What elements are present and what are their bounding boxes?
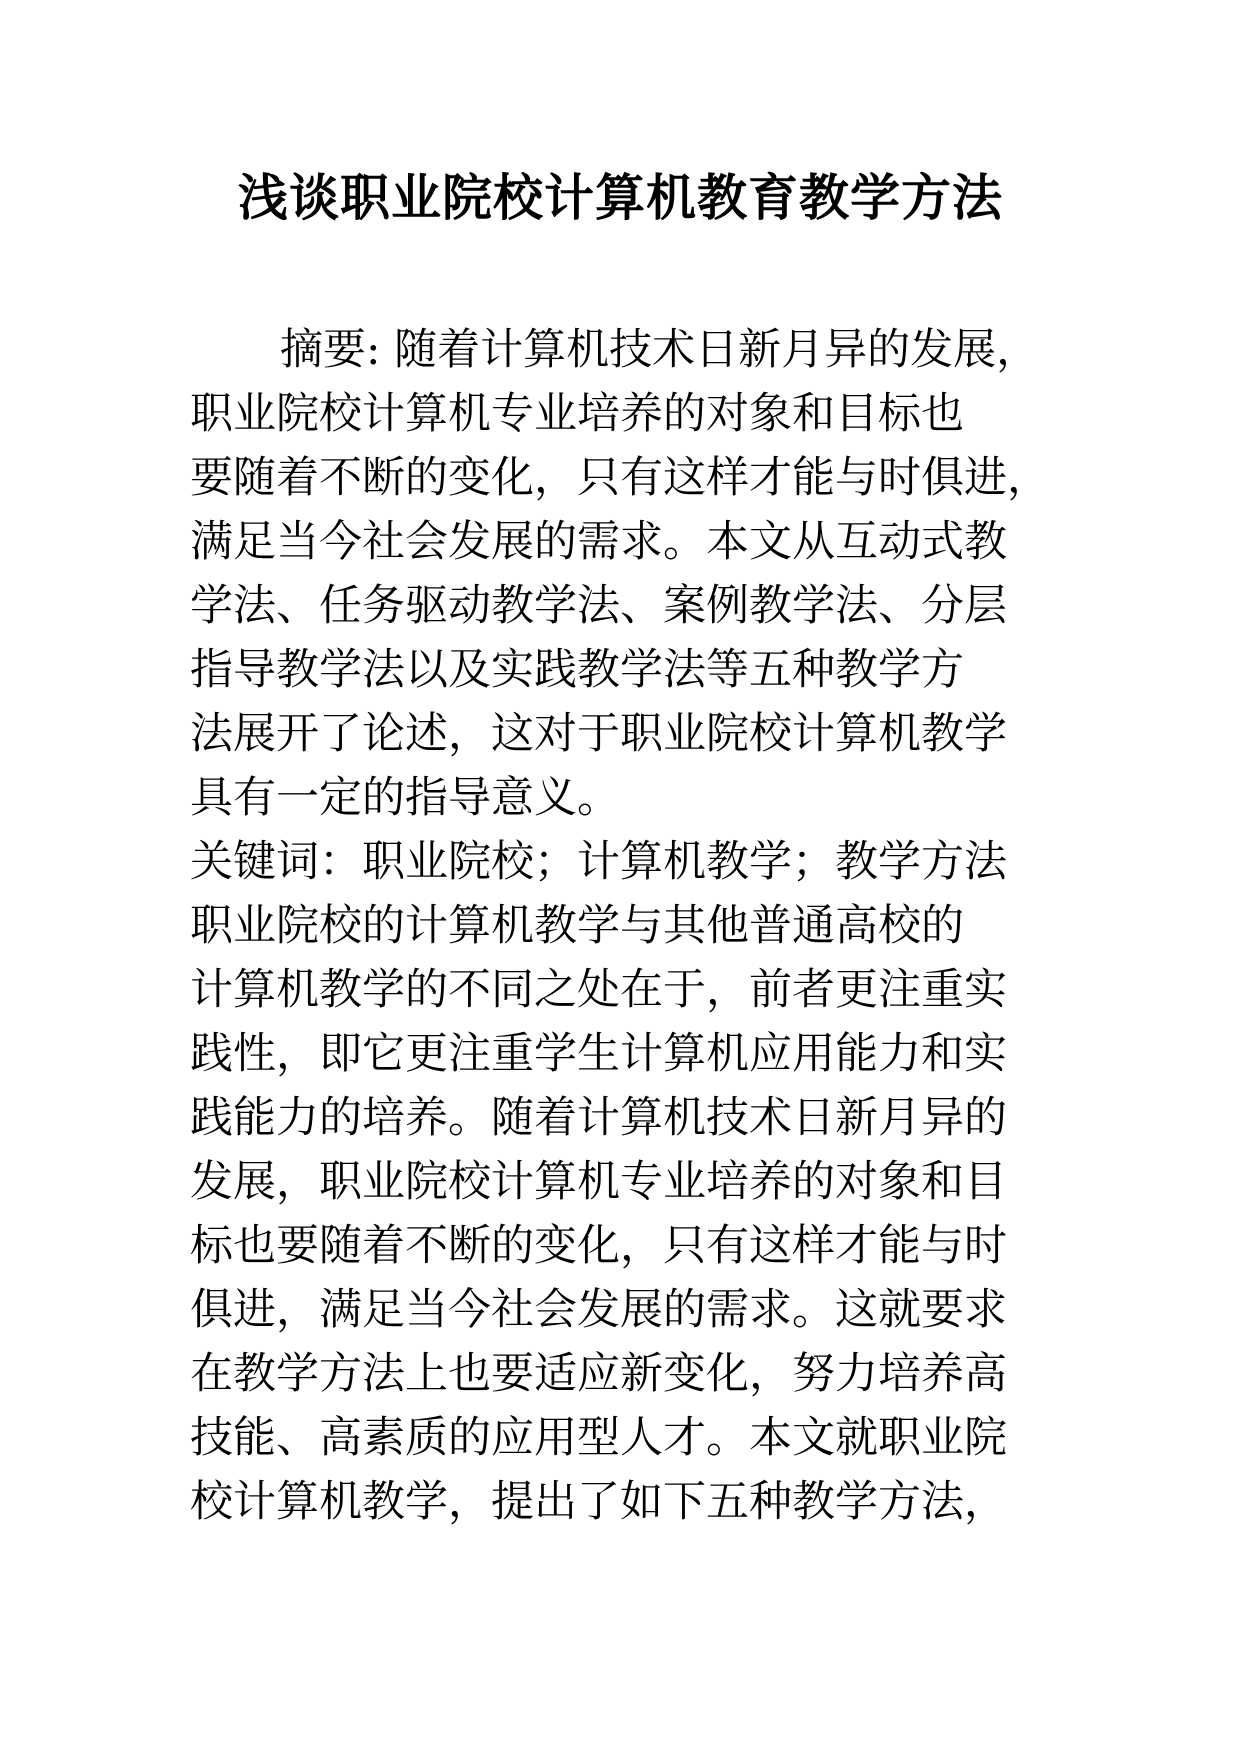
body-line: 践能力的培养。随着计算机技术日新月异的 xyxy=(190,1093,1007,1143)
abstract-line: 满足当今社会发展的需求。本文从互动式教 xyxy=(190,517,1007,567)
abstract-line: 要随着不断的变化，只有这样才能与时俱进， xyxy=(190,453,1050,503)
body-line: 发展，职业院校计算机专业培养的对象和目 xyxy=(190,1157,1007,1207)
abstract-line: 学法、任务驱动教学法、案例教学法、分层 xyxy=(190,581,1007,631)
abstract-line: 职业院校计算机专业培养的对象和目标也 xyxy=(190,389,964,439)
abstract-line: 指导教学法以及实践教学法等五种教学方 xyxy=(190,645,964,695)
body-line: 标也要随着不断的变化，只有这样才能与时 xyxy=(190,1221,1007,1271)
abstract-line: 法展开了论述，这对于职业院校计算机教学 xyxy=(190,709,1007,759)
body-line: 在教学方法上也要适应新变化，努力培养高 xyxy=(190,1349,1007,1399)
body-line: 技能、高素质的应用型人才。本文就职业院 xyxy=(190,1413,1007,1463)
body-line: 职业院校的计算机教学与其他普通高校的 xyxy=(190,901,964,951)
document-body xyxy=(190,318,1070,1534)
body-line: 践性，即它更注重学生计算机应用能力和实 xyxy=(190,1029,1007,1079)
body-line: 计算机教学的不同之处在于，前者更注重实 xyxy=(190,965,1007,1015)
body-line: 俱进，满足当今社会发展的需求。这就要求 xyxy=(190,1285,1007,1335)
document-title: 浅谈职业院校计算机教育教学方法 xyxy=(238,168,1003,227)
keywords-line: 关键词：职业院校；计算机教学；教学方法 xyxy=(190,837,1007,887)
abstract-line: 具有一定的指导意义。 xyxy=(190,773,620,823)
abstract-line: 摘要: 随着计算机技术日新月异的发展， xyxy=(280,325,1040,375)
body-line: 校计算机教学，提出了如下五种教学方法， xyxy=(190,1477,1007,1527)
